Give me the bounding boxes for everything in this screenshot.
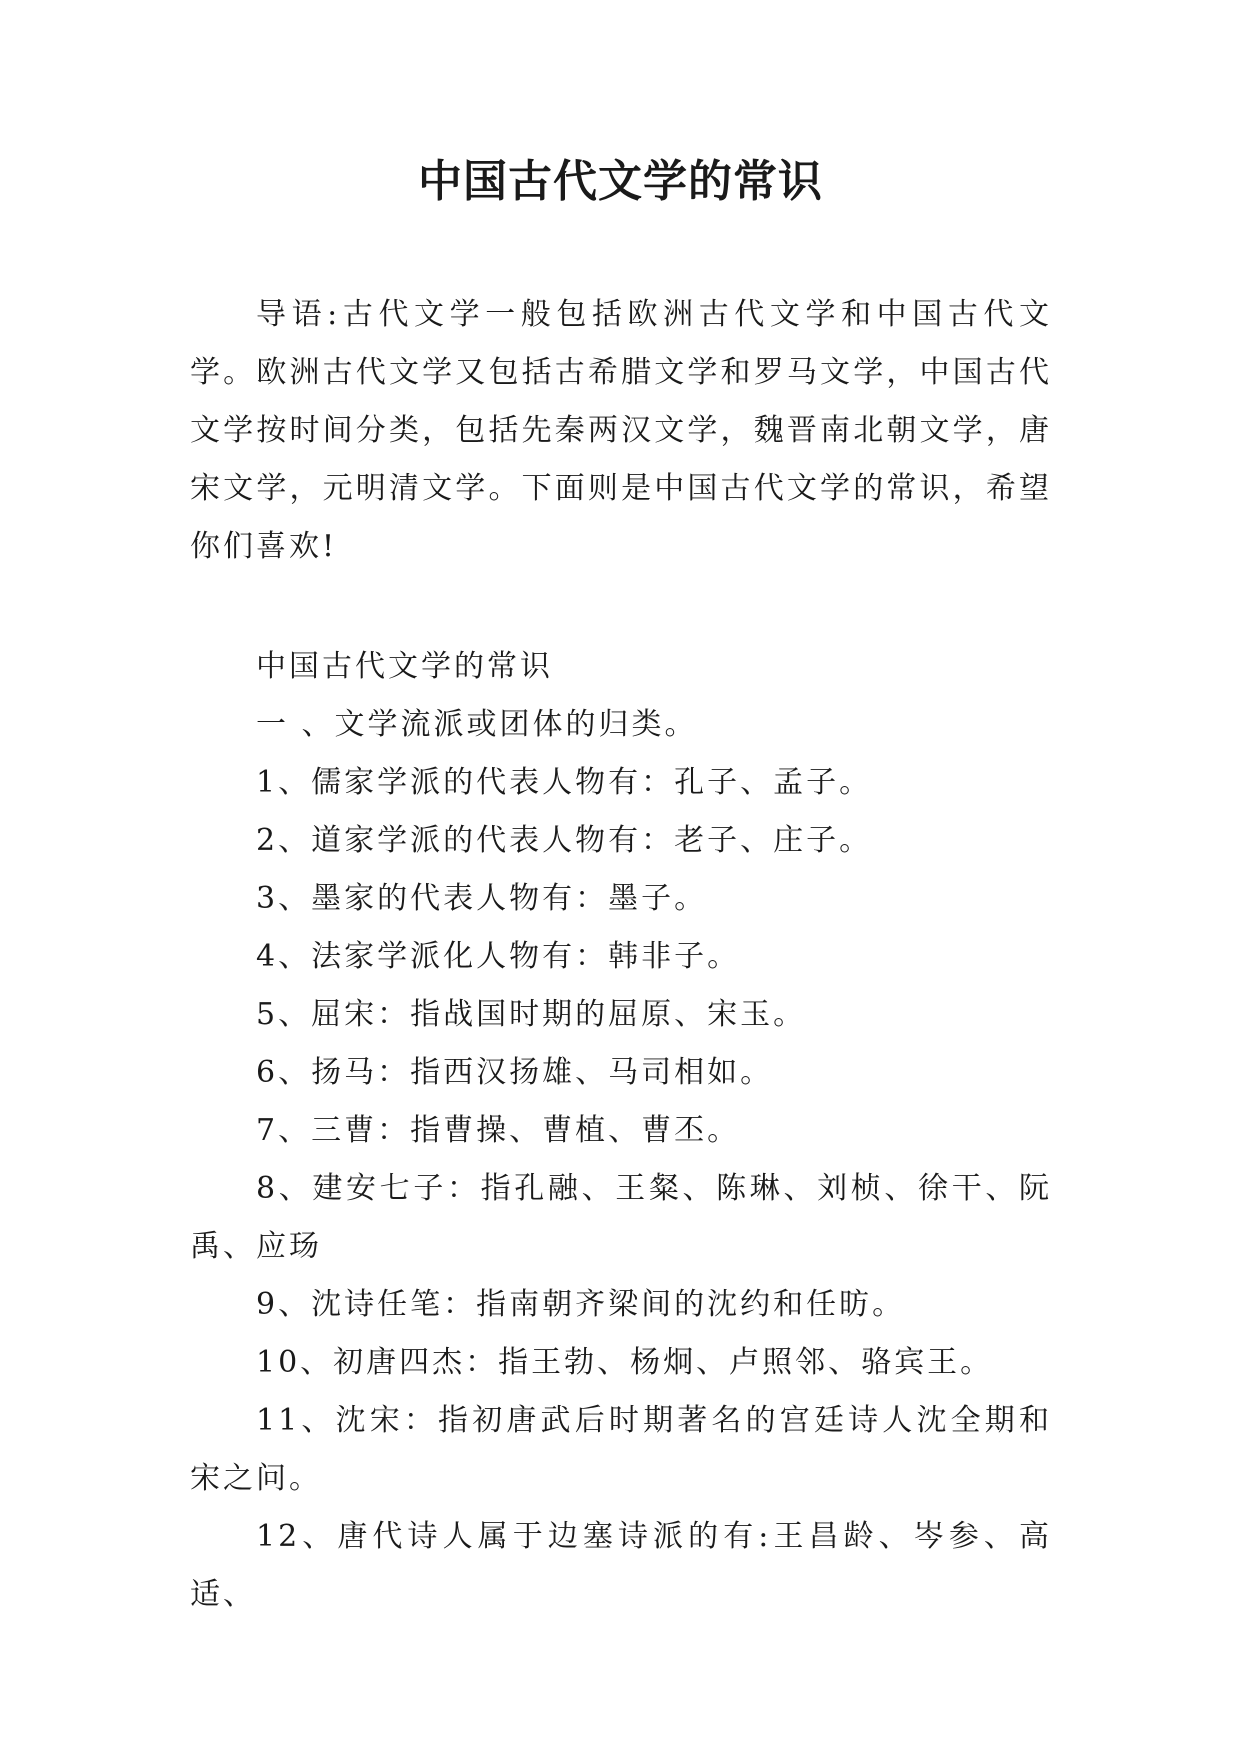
paragraph-gap [190,576,1052,638]
list-item: 9、沈诗任笔：指南朝齐梁间的沈约和任昉。 [256,1287,906,1322]
section-title: 中国古代文学的常识 [256,649,553,684]
list-item: 5、屈宋：指战国时期的屈原、宋玉。 [256,997,807,1032]
document-body [190,286,1052,1624]
list-item: 4、法家学派化人物有：韩非子。 [256,939,741,974]
intro-paragraph: 导语:古代文学一般包括欧洲古代文学和中国古代文学。欧洲古代文学又包括古希腊文学和罗马文学，中国古代文学按时间分类，包括先秦两汉文学，魏晋南北朝文学，唐宋文学，元明清文学。下面则是中国古代文学的常识，希望你们喜欢! [190,297,1052,564]
list-item: 11、沈宋：指初唐武后时期著名的宫廷诗人沈全期和宋之问。 [190,1403,1052,1496]
list-item: 8、建安七子：指孔融、王粲、陈琳、刘桢、徐干、阮禹、应玚 [190,1171,1052,1264]
document-title: 中国古代文学的常识 [418,156,823,207]
list-item: 10、初唐四杰：指王勃、杨炯、卢照邻、骆宾王。 [256,1345,994,1380]
category-heading: 一 、文学流派或团体的归类。 [256,707,698,742]
list-item: 7、三曹：指曹操、曹植、曹丕。 [256,1113,741,1148]
list-item: 12、唐代诗人属于边塞诗派的有:王昌龄、岑参、高适、 [190,1519,1052,1612]
list-item: 1、儒家学派的代表人物有：孔子、孟子。 [256,765,873,800]
list-item: 2、道家学派的代表人物有：老子、庄子。 [256,823,873,858]
list-item: 3、墨家的代表人物有：墨子。 [256,881,708,916]
list-item: 6、扬马：指西汉扬雄、马司相如。 [256,1055,774,1090]
